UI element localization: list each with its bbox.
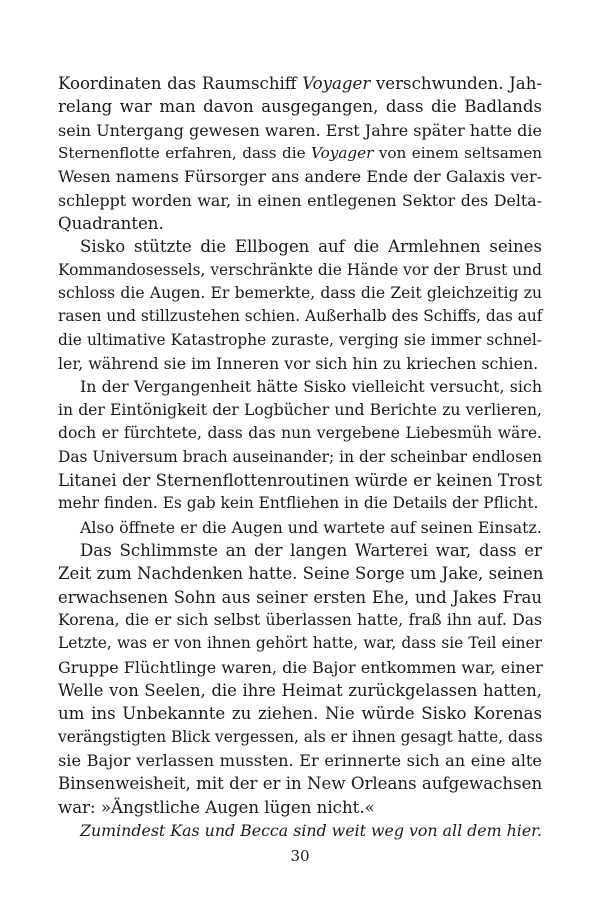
italic-text: Voyager: [311, 144, 374, 163]
text-line: [58, 539, 542, 562]
text-line: [58, 656, 542, 679]
text-segment: die ultimative Katastrophe zuraste, verging sie immer schnel-: [58, 330, 542, 349]
text-line: [58, 329, 542, 352]
text-line: [58, 399, 542, 422]
text-segment: sein Untergang gewesen waren. Erst Jahre später hatte die: [58, 120, 542, 140]
text-line: [58, 95, 542, 118]
text-segment: verängstigten Blick vergessen, als er ihnen gesagt hatte, dass: [58, 727, 543, 746]
text-segment: Litanei der Sternenflottenroutinen würde er keinen Trost: [58, 470, 542, 490]
text-line: [58, 119, 542, 142]
text-line: [58, 235, 542, 258]
text-line: [58, 516, 542, 539]
text-segment: doch er fürchtete, dass das nun vergebene Liebesmüh wäre.: [58, 424, 542, 443]
text-line: [58, 72, 542, 95]
text-segment: Kommandosessels, verschränkte die Hände vor der Brust und: [58, 260, 542, 279]
text-segment: Wesen namens Fürsorger ans andere Ende der Galaxis ver-: [58, 167, 542, 187]
text-segment: relang war man davon ausgegangen, dass die Badlands: [58, 97, 542, 117]
text-segment: in der Eintönigkeit der Logbücher und Berichte zu verlieren,: [58, 400, 542, 419]
text-segment: Welle von Seelen, die ihre Heimat zurückgelassen hatten,: [58, 680, 542, 700]
text-line: [58, 632, 542, 655]
text-segment: Also öffnete er die Augen und wartete auf seinen Einsatz.: [80, 517, 542, 537]
text-segment: ler, während sie im Inneren vor sich hin zu kriechen schien.: [58, 354, 539, 374]
text-line: [58, 165, 542, 188]
text-line: [58, 749, 542, 772]
text-segment: Letzte, was er von ihnen gehört hatte, war, dass sie Teil einer: [58, 634, 542, 653]
text-line: [58, 469, 542, 492]
text-line: [58, 586, 542, 609]
text-segment: Gruppe Flüchtlinge waren, die Bajor entkommen war, einer: [58, 657, 543, 677]
text-line: [58, 375, 542, 398]
italic-text: Zumindest Kas und Becca sind weit weg von all dem hier.: [80, 821, 543, 840]
text-line: [58, 189, 542, 212]
text-segment: Das Universum brach auseinander; in der scheinbar endlosen: [58, 447, 542, 466]
text-segment: erwachsenen Sohn aus seiner ersten Ehe, und Jakes Frau: [58, 587, 542, 607]
text-line: [58, 796, 542, 819]
text-line: [58, 562, 542, 585]
text-line: [58, 352, 542, 375]
text-line: [58, 609, 542, 632]
text-line: [58, 212, 542, 235]
text-segment: Binsenweisheit, mit der er in New Orleans aufgewachsen: [58, 774, 543, 794]
text-line: [58, 819, 542, 842]
text-segment: schleppt worden war, in einen entlegenen Sektor des Delta-: [58, 190, 542, 210]
text-line: [58, 679, 542, 702]
text-segment: sie Bajor verlassen mussten. Er erinnerte sich an eine alte: [58, 750, 542, 770]
text-line: [58, 422, 542, 445]
text-segment: Zeit zum Nachdenken hatte. Seine Sorge um Jake, seinen: [58, 564, 544, 584]
text-segment: von einem seltsamen: [373, 144, 542, 163]
text-line: [58, 726, 542, 749]
text-segment: Sisko stützte die Ellbogen auf die Armlehnen seines: [80, 237, 542, 257]
text-line: [58, 492, 542, 515]
text-segment: um ins Unbekannte zu ziehen. Nie würde Sisko Korenas: [58, 704, 542, 724]
text-segment: mehr finden. Es gab kein Entfliehen in die Details der Pflicht.: [58, 494, 539, 513]
page-number: 30: [290, 847, 310, 865]
text-line: [58, 142, 542, 165]
text-line: [58, 702, 542, 725]
text-segment: schloss die Augen. Er bemerkte, dass die Zeit gleichzeitig zu: [58, 284, 542, 303]
text-segment: Quadranten.: [58, 214, 164, 234]
text-line: [58, 259, 542, 282]
text-segment: Korena, die er sich selbst überlassen hatte, fraß ihn auf. Das: [58, 610, 542, 629]
page-body: [58, 72, 542, 842]
text-segment: rasen und stillzustehen schien. Außerhalb des Schiffs, das auf: [58, 307, 543, 326]
italic-text: Voyager: [302, 74, 371, 93]
text-segment: war: »Ängstliche Augen lügen nicht.«: [58, 797, 375, 817]
text-segment: In der Vergangenheit hätte Sisko vielleicht versucht, sich: [80, 377, 542, 397]
text-segment: Das Schlimmste an der langen Warterei war, dass er: [80, 540, 542, 560]
text-line: [58, 305, 542, 328]
text-line: [58, 772, 542, 795]
text-segment: verschwunden. Jah-: [370, 74, 542, 93]
text-segment: Sternenflotte erfahren, dass die: [58, 144, 312, 163]
text-line: [58, 446, 542, 469]
text-segment: Koordinaten das Raumschiff: [58, 74, 303, 93]
text-line: [58, 282, 542, 305]
